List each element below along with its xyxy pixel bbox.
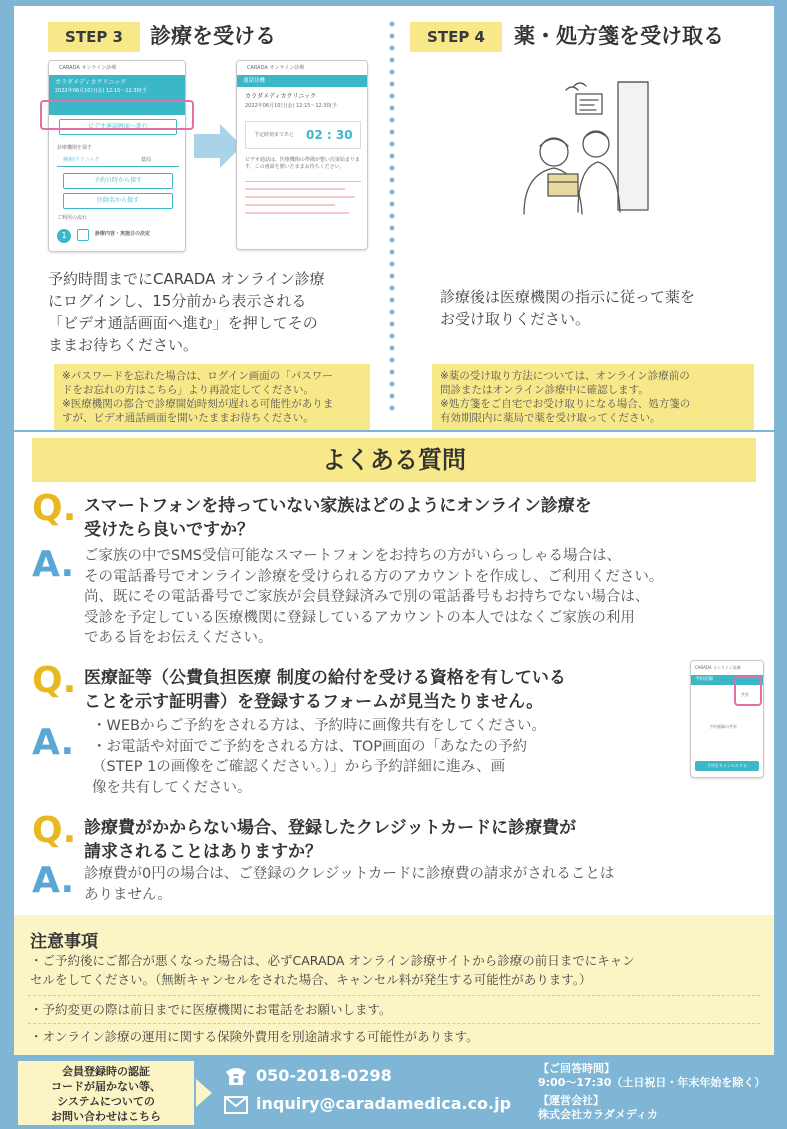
a2-mark: A. [32, 722, 75, 763]
phone2-datetime: 2022年06月10日(金) 12:15〜12:30(予 [245, 103, 337, 109]
phone-step-label: 診療内容・実施日の決定 [95, 231, 151, 237]
q1-mark: Q. [32, 488, 77, 529]
countdown-label: 予定時刻まであと [254, 132, 295, 138]
phone-icon [224, 1066, 248, 1086]
phone2-brand: CARADA オンライン診療 [237, 61, 367, 75]
note-line-2: ・予約変更の際は前日までに医療機関にお電話をお願いします。 [30, 1002, 392, 1017]
phone-brand: CARADA オンライン診療 [49, 61, 185, 75]
delivery-illustration-icon [514, 72, 664, 222]
dotted-divider [389, 18, 395, 418]
a3-text: 診療費が0円の場合は、ご登録のクレジットカードに診療費の請求がされることは ありません。 [84, 866, 615, 903]
step4-description: 診療後は医療機関の指示に従って薬を お受け取りください。 [440, 288, 696, 328]
calendar-icon [77, 229, 89, 241]
faq-title: よくある質問 [32, 438, 756, 482]
hours-value: 9:00〜17:30（土日祝日・年末年始を除く） [538, 1076, 766, 1089]
phone3-brand: CARADA オンライン診療 [691, 661, 763, 675]
q3-text: 診療費がかからない場合、登録したクレジットカードに診療費が 請求されることはありますか？ [84, 818, 577, 862]
phone-tab-clinic[interactable]: 検索/クリニック [63, 157, 100, 163]
phone3-header: 予約詳細 [691, 675, 763, 685]
step3-phone-home [48, 60, 186, 252]
video-call-button[interactable]: ビデオ通話画面へ進む [59, 119, 177, 135]
phone-datetime: 2022年06月10日(金) 12:15〜12:30(予 [55, 88, 147, 94]
phone-tab-pharmacy[interactable]: 薬局 [141, 157, 152, 163]
q2-mark: Q. [32, 660, 77, 701]
a1-mark: A. [32, 544, 75, 585]
step4-title: 薬・処方箋を受け取る [514, 24, 724, 48]
countdown-box [245, 121, 361, 149]
steps-panel [14, 6, 774, 430]
phone-tab-underline [57, 166, 179, 167]
notes-panel [14, 915, 774, 1055]
phone3-mid-text: 予約画像の共有 [709, 724, 737, 729]
mail-icon [224, 1096, 248, 1114]
notes-separator [28, 995, 760, 996]
countdown-timer: 02 : 30 [306, 128, 353, 142]
note-line-1b: セルをしてください。（無断キャンセルをされた場合、キャンセル料が発生する可能性があります。） [30, 972, 592, 987]
phone3-share[interactable]: 共有 [741, 692, 749, 697]
search-by-date-button[interactable]: 予約日時から探す [63, 173, 173, 189]
contact-arrow-icon [196, 1079, 212, 1107]
note-line-3: ・オンライン診療の運用に関する保険外費用を別途請求する可能性があります。 [30, 1029, 479, 1044]
arrow-right-icon [194, 124, 242, 168]
contact-email-link[interactable]: inquiry@caradamedica.co.jp [256, 1094, 512, 1113]
contact-phone-link[interactable]: 050-2018-0298 [256, 1066, 392, 1085]
phone3-cancel-button[interactable]: 予約をキャンセルする [695, 761, 759, 771]
step3-phone-waiting [236, 60, 368, 250]
phone-section-label: 診療機関を探す [57, 145, 93, 151]
phone2-clinic: カラダメディカクリニック [245, 93, 317, 100]
notes-heading: 注意事項 [30, 932, 98, 952]
step3-description: 予約時間までにCARADA オンライン診療 にログインし、15分前から表示される 「ビデオ通話画面へ進む」を押してその ままお待ちください。 [48, 270, 325, 354]
step3-title: 診療を受ける [150, 24, 276, 48]
step-number-icon: 1 [57, 229, 71, 243]
step4-note: ※薬の受け取り方法については、オンライン診療前の 問診またはオンライン診療中に確認します。 ※処方箋をご自宅でお受け取りになる場合、処方箋の 有効期限内に薬局で薬を受け取ってください。 [432, 364, 754, 430]
company-name: 株式会社カラダメディカ [538, 1108, 659, 1121]
q2-text: 医療証等（公費負担医療 制度の給付を受ける資格を有している ことを示す証明書）を登録するフォームが見当たりません。 [84, 668, 566, 712]
share-button-highlight [734, 676, 762, 706]
phone-clinic: カラダメディカクリニック [55, 79, 127, 86]
a2-text: ・WEBからご予約をされる方は、予約時に画像共有をしてください。 ・お電話や対面でご予約をされる方は、TOP画面の「あなたの予約 （STEP 1の画像をご確認ください。）」から予約詳細に進み、画 像を共有してください。 [92, 718, 546, 796]
phone2-notice-area [245, 181, 361, 231]
q1-text: スマートフォンを持っていない家族はどのようにオンライン診療を 受けたら良いですか？ [84, 496, 592, 540]
step3-note: ※パスワードを忘れた場合は、ログイン画面の「パスワー ドをお忘れの方はこちら」より再設定してください。 ※医療機関の都合で診療開始時刻が遅れる可能性がありま すが、ビデオ通話画面を開いたままお待ちください。 [54, 364, 370, 430]
step3-badge: STEP 3 [48, 22, 140, 52]
step4-badge: STEP 4 [410, 22, 502, 52]
phone2-header: 通話待機 [237, 75, 367, 87]
contact-box: 会員登録時の認証 コードが届かない等、 システムについての お問い合わせはこちら [18, 1061, 194, 1125]
a1-text: ご家族の中でSMS受信可能なスマートフォンをお持ちの方がいらっしゃる場合は、 その電話番号でオンライン診療を受けられる方のアカウントを作成し、ご利用ください。 尚、既にその電話番号でご家族が会員登録済みで別の電話番号もお持ちでない場合は、 受診を予定している医療機関に登録しているアカウントの本人ではなくご家族の利用 である旨をお伝えください。 [84, 548, 664, 646]
notes-separator [28, 1023, 760, 1024]
q3-mark: Q. [32, 810, 77, 851]
search-by-doctor-button[interactable]: 医師名から探す [63, 193, 173, 209]
phone-flow-label: ご利用の流れ [57, 215, 88, 221]
phone2-wait-text: ビデオ通話は、医療機関の準備が整い次第始まります。この画面を開いたままお待ちください。 [245, 157, 360, 170]
faq-panel [14, 432, 774, 915]
note-line-1: ・ご予約後にご都合が悪くなった場合は、必ずCARADA オンライン診療サイトから診療の前日までにキャン [30, 953, 635, 968]
video-button-highlight [40, 100, 194, 130]
a3-mark: A. [32, 860, 75, 901]
company-label: 【運営会社】 [538, 1094, 604, 1107]
hours-label: 【ご回答時間】 [538, 1062, 615, 1075]
